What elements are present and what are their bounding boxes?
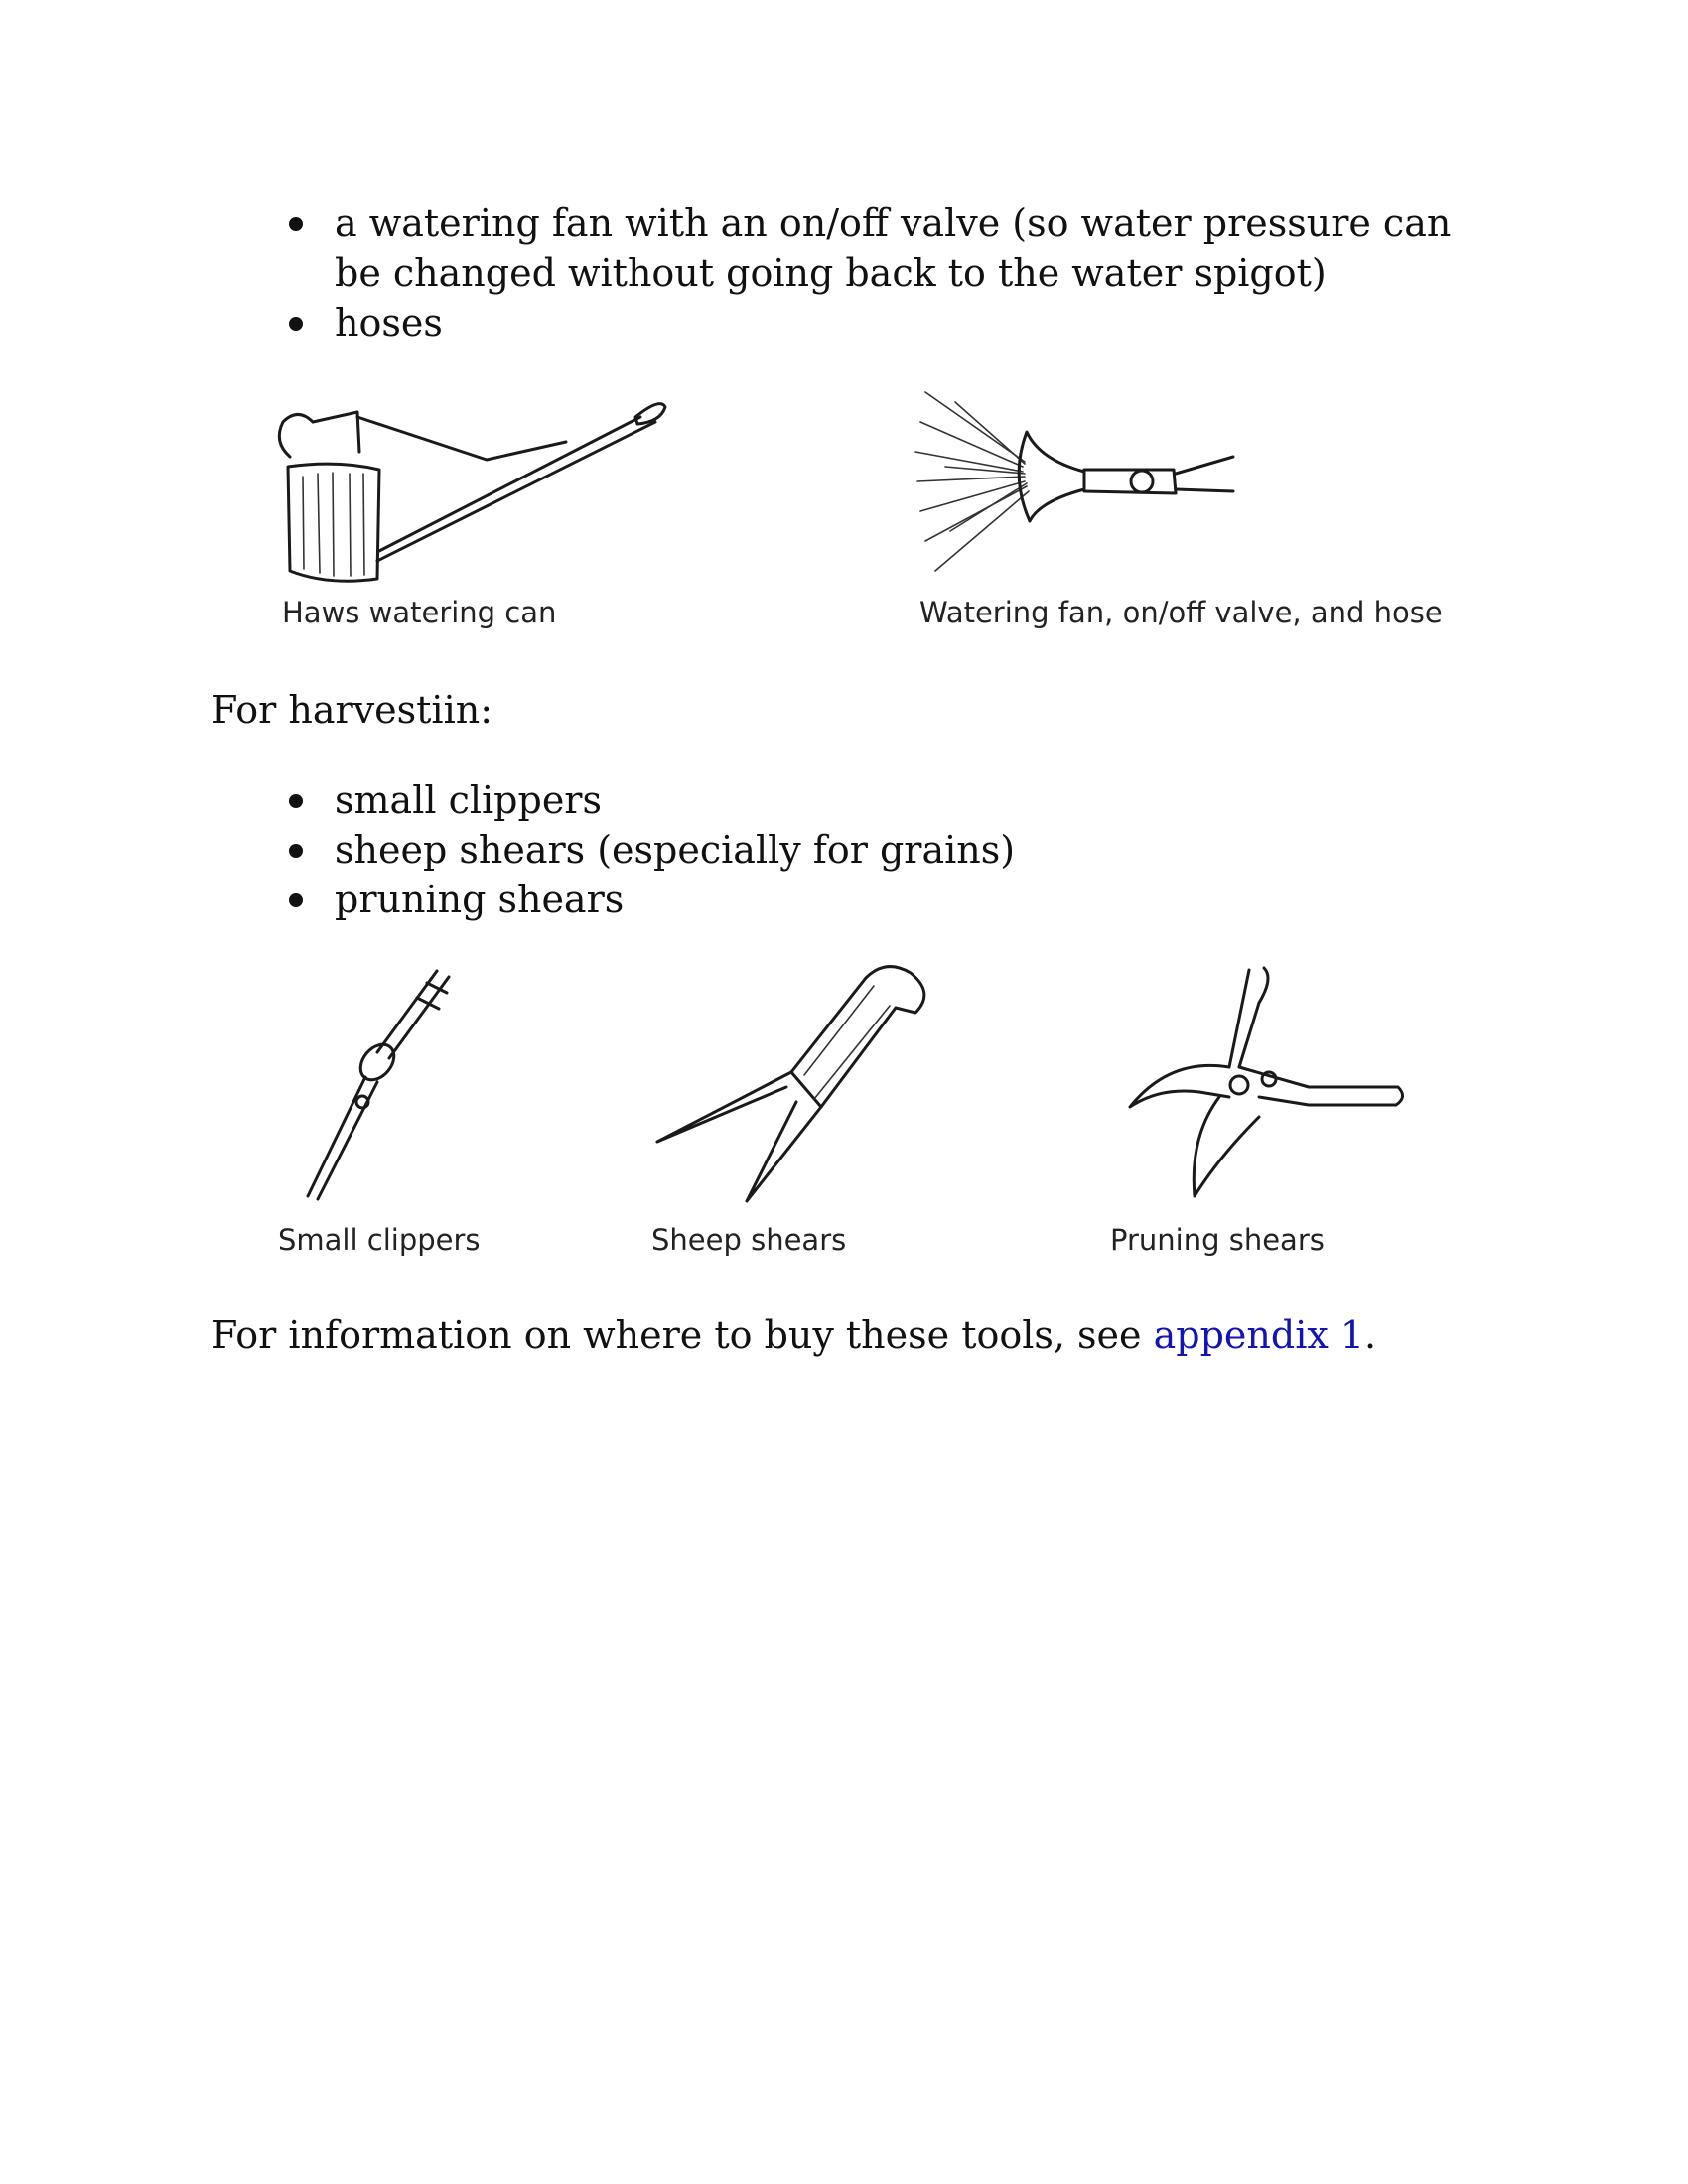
info-suffix: .	[1364, 1313, 1377, 1357]
list-item	[0, 825, 1486, 875]
appendix-link[interactable]: appendix 1	[1153, 1313, 1365, 1357]
info-text: For information on where to buy these tools, see	[211, 1313, 1154, 1357]
bullet-icon	[289, 844, 303, 858]
list-item	[0, 775, 1486, 825]
watering-fan-illustration	[915, 382, 1243, 581]
watering-can-illustration	[268, 382, 685, 601]
bullet-icon	[289, 794, 303, 808]
info-paragraph	[211, 1310, 1376, 1360]
figure-caption: Pruning shears	[1110, 1223, 1325, 1257]
watering-tools-list	[0, 199, 1486, 347]
list-item	[0, 298, 1486, 347]
bullet-icon	[289, 893, 303, 907]
figure-watering-can	[268, 382, 685, 640]
list-item	[0, 199, 1486, 298]
list-item-text: a watering fan with an on/off valve (so water pressure can be changed without going back to the water spigot)	[335, 202, 1452, 295]
list-item-text: sheep shears (especially for grains)	[335, 828, 1016, 872]
list-item	[0, 875, 1486, 924]
bullet-icon	[289, 317, 303, 331]
figure-small-clippers	[268, 963, 506, 1261]
figure-caption: Haws watering can	[282, 596, 557, 629]
figure-pruning-shears	[1110, 958, 1408, 1261]
figure-caption: Sheep shears	[651, 1223, 847, 1257]
section-heading: For harvestiin:	[211, 688, 493, 732]
small-clippers-illustration	[268, 963, 487, 1211]
list-item-text: small clippers	[335, 778, 602, 822]
bullet-icon	[289, 217, 303, 231]
sheep-shears-illustration	[647, 958, 945, 1216]
figure-sheep-shears	[647, 958, 965, 1261]
list-item-text: pruning shears	[335, 878, 625, 921]
figure-caption: Watering fan, on/off valve, and hose	[919, 596, 1443, 629]
figure-watering-fan	[915, 382, 1443, 640]
harvest-tools-list	[0, 775, 1486, 924]
figure-caption: Small clippers	[278, 1223, 481, 1257]
list-item-text: hoses	[335, 301, 443, 344]
pruning-shears-illustration	[1110, 958, 1408, 1216]
